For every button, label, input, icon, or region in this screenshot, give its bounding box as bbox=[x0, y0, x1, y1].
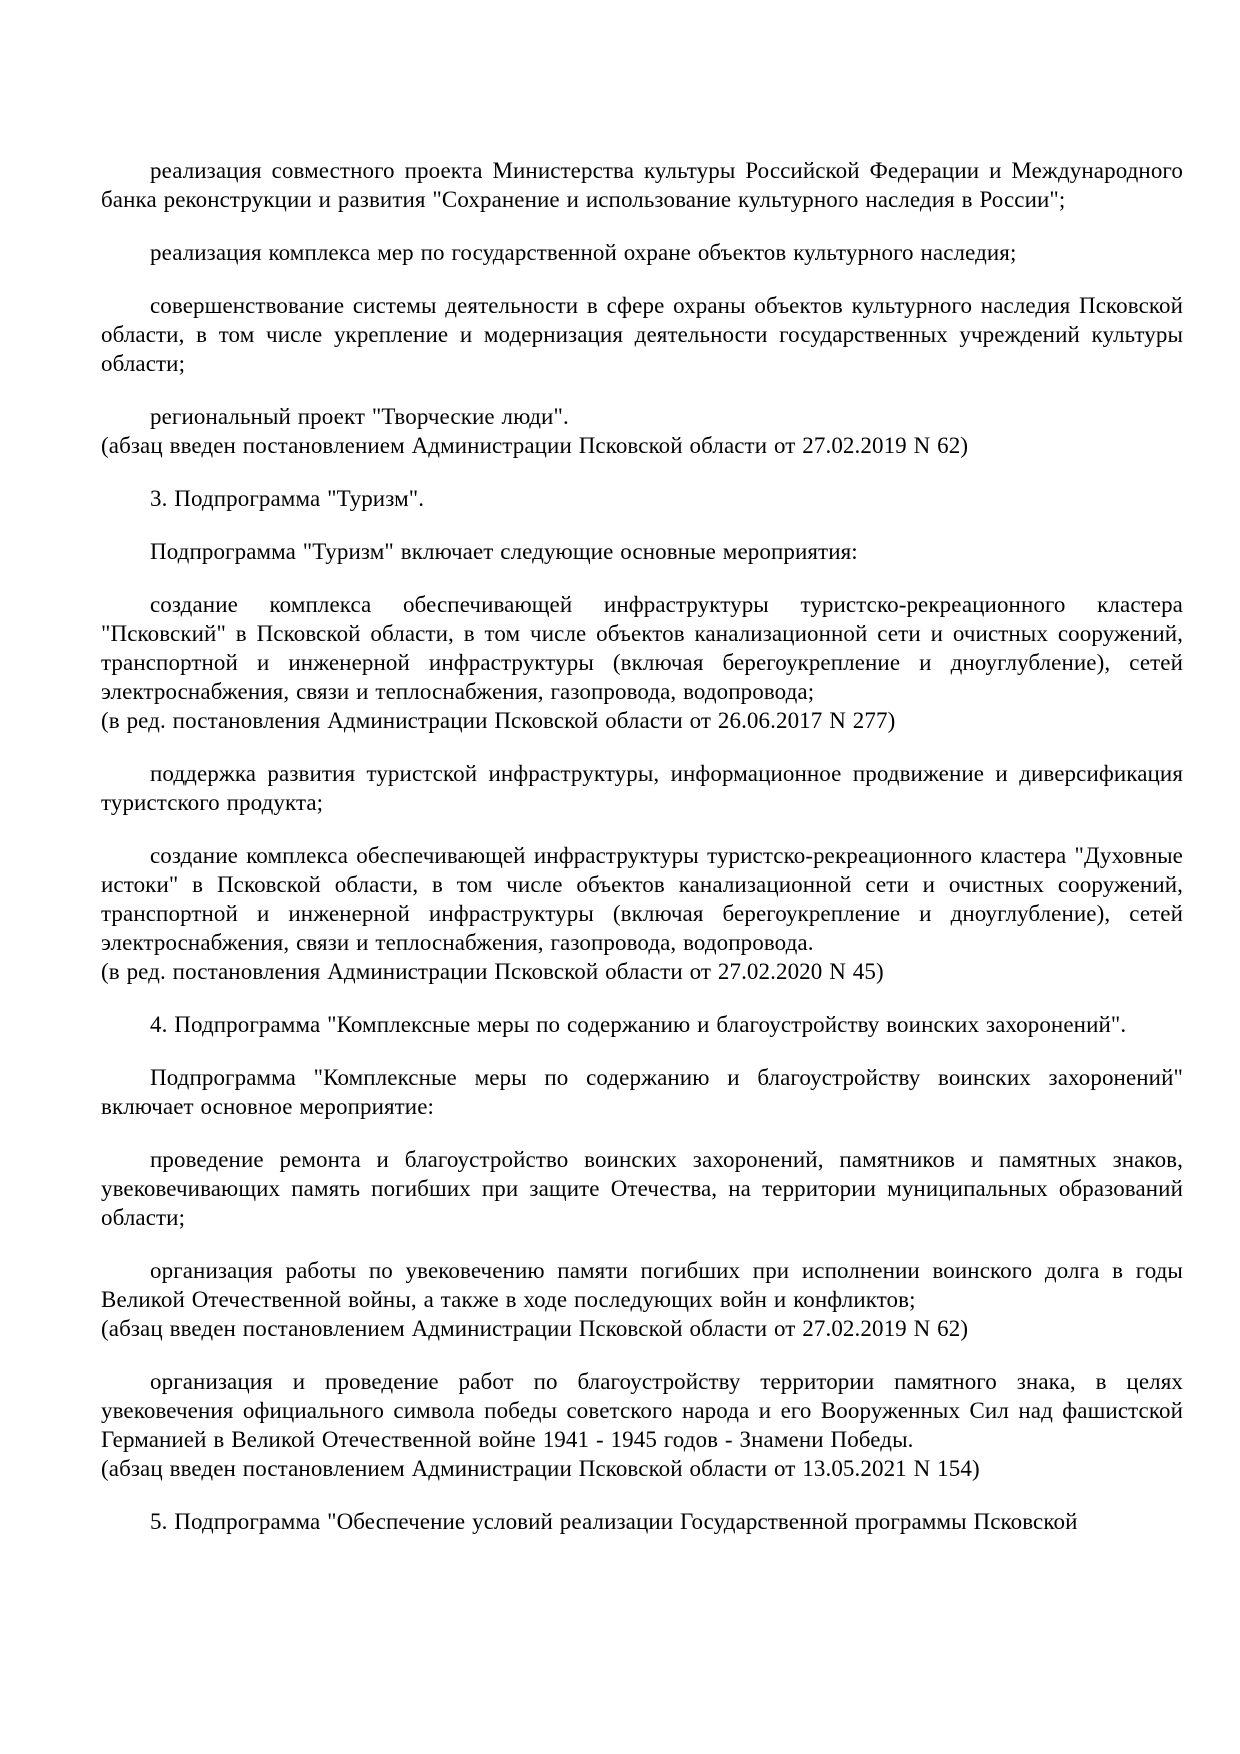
amendment-note-2019-62-b: (абзац введен постановлением Администрации Псковской области от 27.02.2019 N 62) bbox=[101, 1316, 969, 1341]
amendment-note-2021-154: (абзац введен постановлением Администрации Псковской области от 13.05.2021 N 154) bbox=[101, 1456, 980, 1481]
paragraph-podderzhka-infrastruktury: поддержка развития туристской инфраструктуры, информационное продвижение и диверсификация туристского продукта; bbox=[101, 761, 1183, 815]
paragraph-cluster-pskovsky: создание комплекса обеспечивающей инфраструктуры туристско-рекреационного кластера "Псковский" в Псковской области, в том числе объектов канализационной сети и очистных сооружений, транспортной и инженерной инфраструктуры (включая берегоукрепление и дноуглубление), сетей электроснабжения, связи и теплоснабжения, газопровода, водопровода; bbox=[101, 592, 1183, 704]
paragraph-regionalny-proekt: региональный проект "Творческие люди". bbox=[150, 404, 569, 429]
paragraph-organizatsiya-raboty: организация работы по увековечению памяти погибших при исполнении воинского долга в годы Великой Отечественной войны, а также в ходе последующих войн и конфликтов; bbox=[101, 1258, 1183, 1312]
heading-subprogram-5-obespechenie: 5. Подпрограмма "Обеспечение условий реализации Государственной программы Псковской bbox=[150, 1509, 1078, 1534]
paragraph-voinskie-intro: Подпрограмма "Комплексные меры по содержанию и благоустройству воинских захоронений" включает основное мероприятие: bbox=[101, 1065, 1183, 1119]
paragraph-provedenie-remonta: проведение ремонта и благоустройство воинских захоронений, памятников и памятных знаков, увековечивающих память погибших при защите Отечества, на территории муниципальных образований области; bbox=[101, 1147, 1183, 1230]
paragraph-cluster-dukhovnye-istoki: создание комплекса обеспечивающей инфраструктуры туристско-рекреационного кластера "Духовные истоки" в Псковской области, в том числе объектов канализационной сети и очистных сооружений, транспортной и инженерной инфраструктуры (включая берегоукрепление и дноуглубление), сетей электроснабжения, связи и теплоснабжения, газопровода, водопровода. bbox=[101, 843, 1183, 955]
heading-subprogram-3-tourism: 3. Подпрограмма "Туризм". bbox=[150, 486, 425, 511]
heading-subprogram-4-voinskie: 4. Подпрограмма "Комплексные меры по содержанию и благоустройству воинских захоронений". bbox=[150, 1012, 1127, 1037]
amendment-note-2020-45: (в ред. постановления Администрации Псковской области от 27.02.2020 N 45) bbox=[101, 959, 884, 984]
paragraph-znamya-pobedy: организация и проведение работ по благоустройству территории памятного знака, в целях увековечения официального символа победы советского народа и его Вооруженных Сил над фашистской Германией в Великой Отечественной войне 1941 - 1945 годов - Знамени Победы. bbox=[101, 1369, 1183, 1452]
amendment-note-2017-277: (в ред. постановления Администрации Псковской области от 26.06.2017 N 277) bbox=[101, 708, 896, 733]
amendment-note-2019-62-a: (абзац введен постановлением Администрации Псковской области от 27.02.2019 N 62) bbox=[101, 433, 969, 458]
paragraph-kompleks-mer: реализация комплекса мер по государственной охране объектов культурного наследия; bbox=[150, 240, 1017, 265]
paragraph-sovershenstvovanie: совершенствование системы деятельности в сфере охраны объектов культурного наследия Псковской области, в том числе укрепление и модернизация деятельности государственных учреждений культуры области; bbox=[101, 293, 1183, 376]
paragraph-tourism-intro: Подпрограмма "Туризм" включает следующие основные мероприятия: bbox=[150, 539, 858, 564]
paragraph-realizatsiya-proekta: реализация совместного проекта Министерства культуры Российской Федерации и Международного банка реконструкции и развития "Сохранение и использование культурного наследия в России"; bbox=[101, 158, 1183, 212]
